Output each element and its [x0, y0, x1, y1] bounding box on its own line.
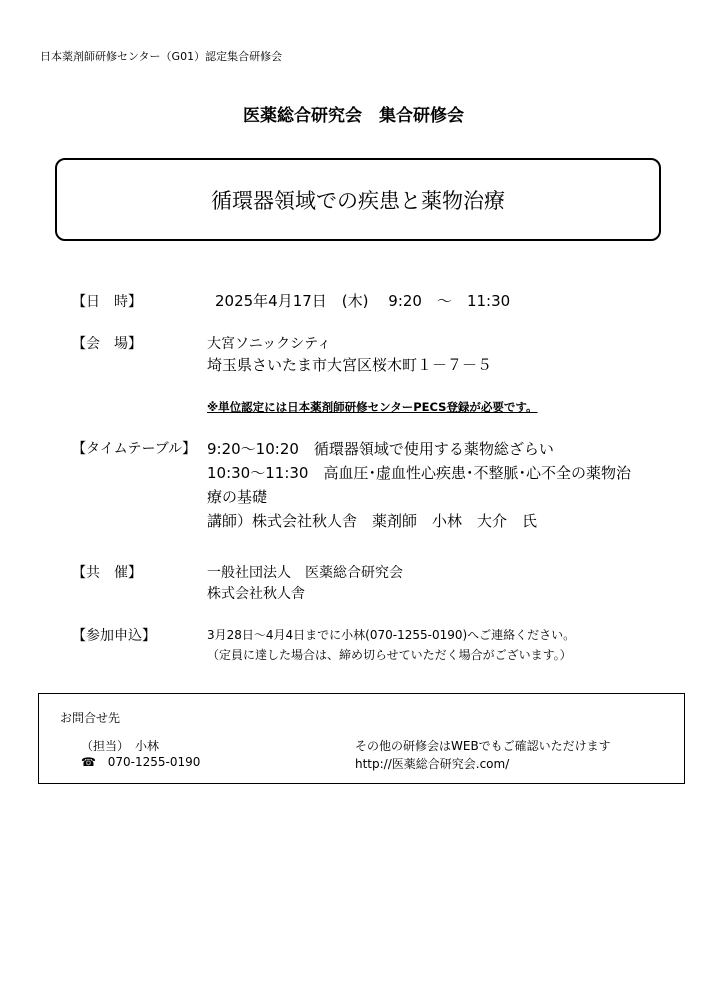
pecs-note: ※単位認定には日本薬剤師研修センターPECS登録が必要です。 — [207, 400, 538, 414]
telephone-icon: ☎ — [81, 755, 96, 769]
application-line-1: 3月28日～4月4日までに小林(070-1255-0190)へご連絡ください。 — [207, 628, 576, 642]
timetable-label: 【タイムテーブル】 — [72, 441, 197, 457]
timetable-session-1: 9:20～10:20 循環器領域で使用する薬物総ざらい — [207, 440, 554, 458]
venue-address: 埼玉県さいたま市大宮区桜木町１－７－５ — [207, 356, 493, 374]
venue-label: 【会 場】 — [72, 336, 142, 352]
title-box — [55, 158, 661, 241]
seminar-title: 循環器領域での疾患と薬物治療 — [211, 188, 505, 213]
contact-heading: お問合せ先 — [60, 711, 121, 725]
timetable-session-2-cont: 療の基礎 — [207, 488, 268, 506]
contact-person: （担当） 小林 — [81, 739, 160, 753]
website-url[interactable]: http://医薬総合研究会.com/ — [355, 757, 510, 771]
organizer-line-1: 一般社団法人 医薬総合研究会 — [207, 565, 403, 581]
web-note: その他の研修会はWEBでもご確認いただけます — [355, 739, 611, 753]
certification-line: 日本薬剤師研修センター（G01）認定集合研修会 — [40, 50, 283, 63]
application-label: 【参加申込】 — [72, 628, 156, 644]
contact-phone-row — [81, 755, 200, 769]
venue-name: 大宮ソニックシティ — [207, 336, 332, 352]
datetime-label: 【日 時】 — [72, 294, 142, 310]
organizer-line-2: 株式会社秋人舎 — [207, 586, 305, 602]
datetime-value: 2025年4月17日 (木) 9:20 ～ 11:30 — [215, 292, 511, 310]
contact-phone: 070-1255-0190 — [107, 755, 201, 769]
organizer-label: 【共 催】 — [72, 565, 142, 581]
timetable-session-2: 10:30～11:30 高血圧･虚血性心疾患･不整脈･心不全の薬物治 — [207, 464, 631, 482]
organizer-title: 医薬総合研究会 集合研修会 — [243, 106, 464, 126]
application-line-2: （定員に達した場合は、締め切らせていただく場合がございます。） — [207, 648, 572, 662]
timetable-lecturer: 講師）株式会社秋人舎 薬剤師 小林 大介 氏 — [207, 512, 538, 530]
contact-box — [38, 693, 685, 784]
